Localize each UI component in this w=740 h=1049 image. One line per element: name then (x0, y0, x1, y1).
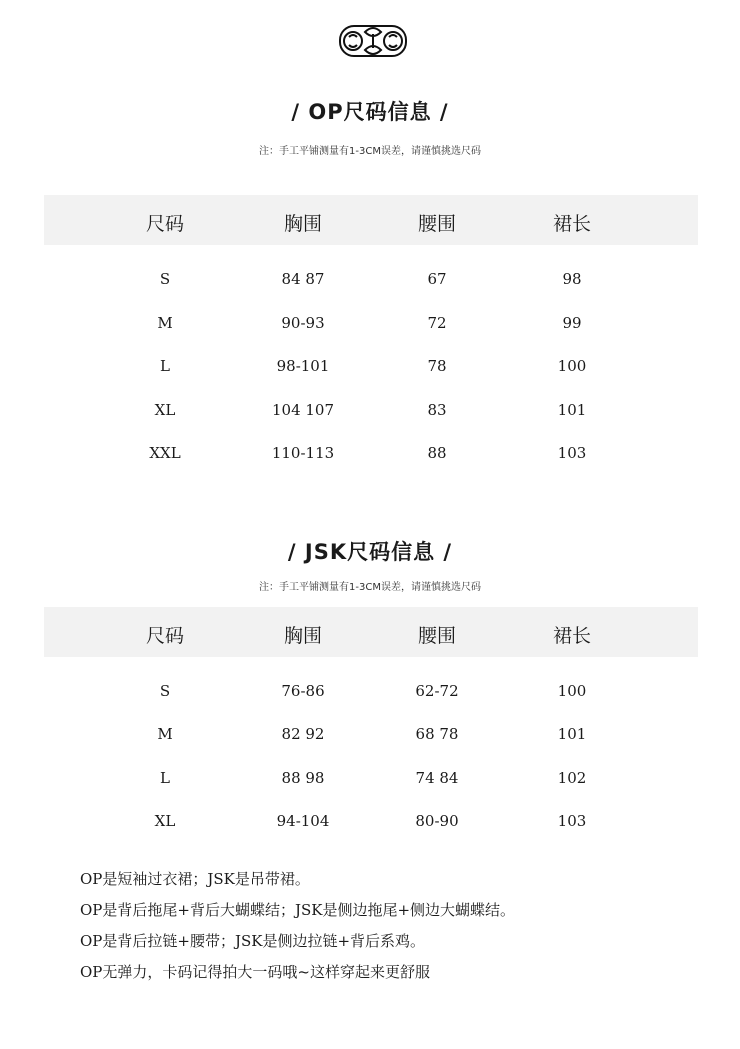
waist-cell: 80-90 (415, 811, 459, 830)
jsk-header-size: 尺码 (145, 625, 185, 647)
jsk-measure-note: 注：手工平铺测量有1-3CM误差，请谨慎挑选尺码 (259, 582, 481, 593)
table-row (0, 444, 740, 468)
size-cell: XL (154, 811, 176, 830)
table-row (0, 812, 740, 836)
bust-cell: 110-113 (271, 444, 335, 462)
remark-line: OP是短袖过衣裙；JSK是吊带裙。 (80, 870, 310, 888)
op-header-waist: 腰围 (417, 213, 457, 235)
table-row (0, 270, 740, 294)
jsk-table-header (44, 607, 698, 657)
remark-line: OP是背后拖尾+背后大蝴蝶结；JSK是侧边拖尾+侧边大蝴蝶结。 (80, 901, 516, 919)
op-section-title: / OP尺码信息 / (291, 100, 449, 124)
waist-cell: 62-72 (415, 682, 459, 700)
waist-cell: 67 (427, 270, 447, 288)
table-row (0, 401, 740, 425)
waist-cell: 74 84 (415, 768, 459, 787)
op-header-bust: 胸围 (283, 213, 323, 235)
brand-logo (337, 20, 409, 62)
table-row (0, 314, 740, 338)
waist-cell: 78 (427, 357, 447, 375)
table-row (0, 769, 740, 793)
waist-cell: 72 (427, 313, 447, 332)
bust-cell: 88 98 (281, 768, 325, 787)
size-cell: S (159, 270, 171, 288)
jsk-header-length: 裙长 (552, 625, 592, 647)
length-cell: 103 (557, 444, 587, 462)
jsk-section-title: / JSK尺码信息 / (287, 540, 453, 564)
op-header-size: 尺码 (145, 213, 185, 235)
length-cell: 99 (562, 313, 582, 332)
op-header-length: 裙长 (552, 213, 592, 235)
size-cell: L (160, 357, 170, 375)
waist-cell: 88 (427, 444, 447, 462)
bust-cell: 98-101 (276, 357, 330, 375)
length-cell: 101 (557, 400, 587, 419)
bust-cell: 94-104 (276, 811, 330, 830)
bust-cell: 90-93 (281, 313, 325, 332)
bust-cell: 84 87 (281, 270, 325, 288)
jsk-header-waist: 腰围 (417, 625, 457, 647)
waist-cell: 68 78 (415, 725, 459, 744)
size-cell: XXL (149, 444, 181, 462)
op-table-header (44, 195, 698, 245)
length-cell: 100 (557, 357, 587, 375)
bust-cell: 104 107 (271, 400, 335, 419)
waist-cell: 83 (427, 400, 447, 419)
size-cell: M (157, 725, 173, 744)
table-row (0, 682, 740, 706)
jsk-header-bust: 胸围 (283, 625, 323, 647)
length-cell: 98 (562, 270, 582, 288)
remark-line: OP无弹力，卡码记得拍大一码哦~这样穿起来更舒服 (80, 963, 430, 981)
table-row (0, 725, 740, 749)
bust-cell: 76-86 (281, 682, 325, 700)
remarks-list (80, 864, 720, 988)
size-cell: L (160, 768, 170, 787)
length-cell: 100 (557, 682, 587, 700)
remark-line: OP是背后拉链+腰带；JSK是侧边拉链+背后系鸡。 (80, 932, 426, 950)
length-cell: 101 (557, 725, 587, 744)
size-cell: S (159, 682, 171, 700)
brand-logo-icon (337, 20, 409, 62)
length-cell: 102 (557, 768, 587, 787)
op-measure-note: 注：手工平铺测量有1-3CM误差，请谨慎挑选尺码 (259, 146, 481, 157)
length-cell: 103 (557, 811, 587, 830)
table-row (0, 357, 740, 381)
size-cell: XL (154, 400, 176, 419)
bust-cell: 82 92 (281, 725, 325, 744)
size-cell: M (157, 313, 173, 332)
